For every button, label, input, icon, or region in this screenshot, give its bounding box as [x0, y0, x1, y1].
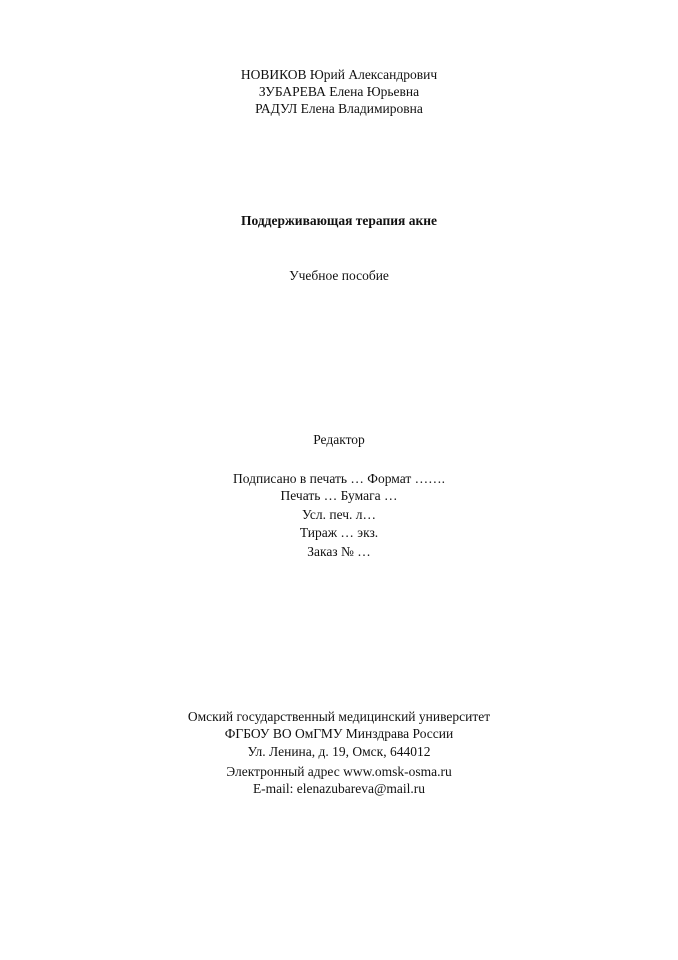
publisher-line: E-mail: elenazubareva@mail.ru — [252, 781, 426, 796]
publisher-line: Омский государственный медицинский университет — [187, 709, 491, 724]
author-line: НОВИКОВ Юрий Александрович — [240, 67, 438, 82]
print-info-line: Заказ № … — [307, 544, 371, 559]
editor-label: Редактор — [313, 432, 365, 447]
publisher-line: ФГБОУ ВО ОмГМУ Минздрава России — [224, 726, 454, 741]
publisher-line: Ул. Ленина, д. 19, Омск, 644012 — [247, 744, 431, 759]
print-info-line: Печать … Бумага … — [280, 488, 398, 503]
author-line: ЗУБАРЕВА Елена Юрьевна — [258, 84, 420, 99]
publisher-line: Электронный адрес www.omsk-osma.ru — [226, 764, 452, 779]
book-title: Поддерживающая терапия акне — [240, 213, 437, 228]
print-info-line: Усл. печ. л… — [301, 507, 377, 522]
book-subtitle: Учебное пособие — [289, 268, 389, 283]
print-info-line: Тираж … экз. — [299, 525, 379, 540]
print-info-line: Подписано в печать … Формат ……. — [233, 471, 445, 486]
author-line: РАДУЛ Елена Владимировна — [255, 101, 423, 116]
